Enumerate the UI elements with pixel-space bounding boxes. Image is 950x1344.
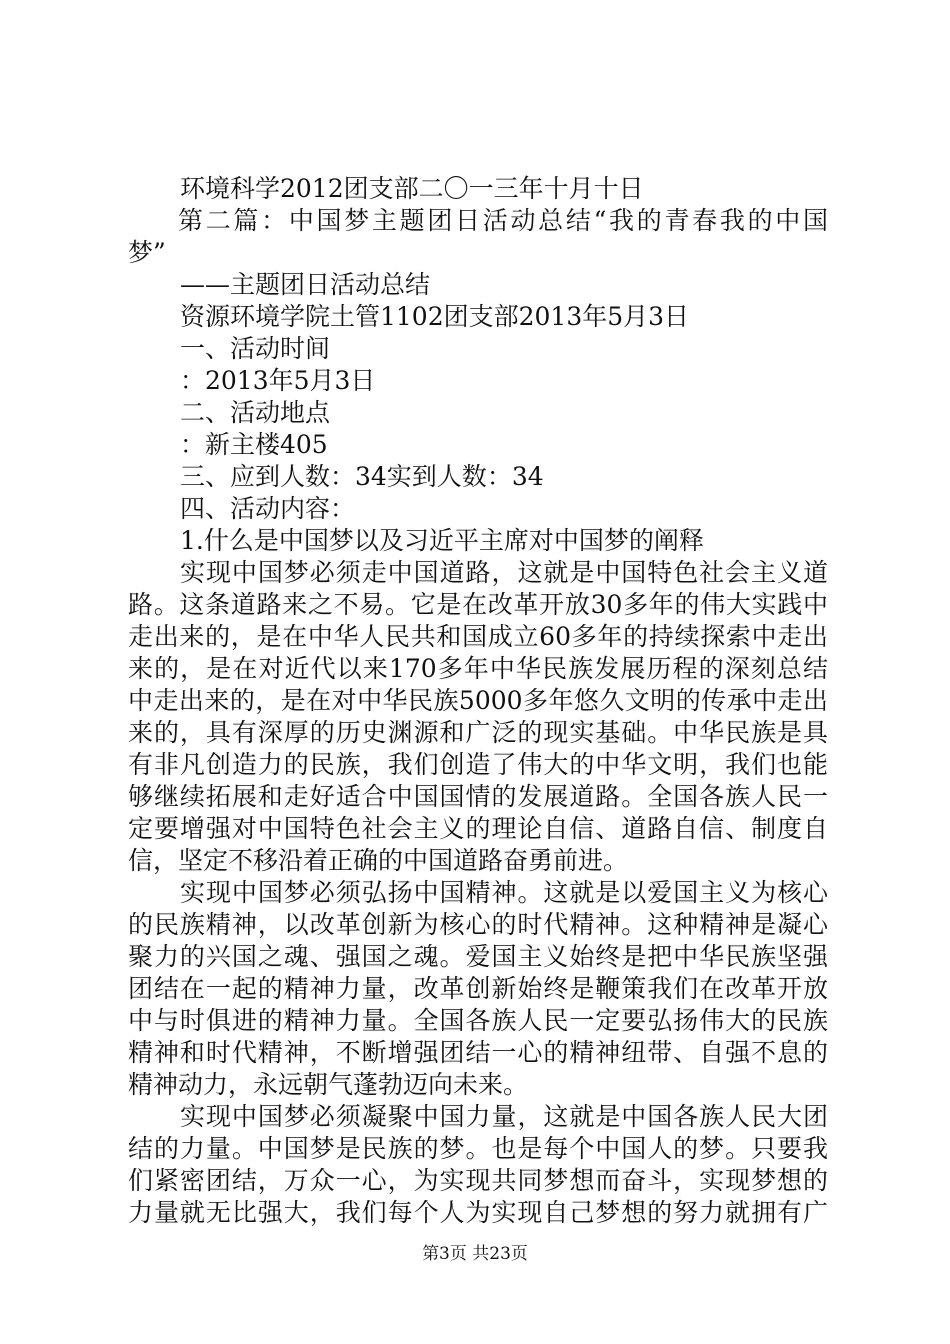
text-line: 信，坚定不移沿着正确的中国道路奋勇前进。 bbox=[128, 846, 629, 875]
text-line: 资源环境学院土管1102团支部2013年5月3日 bbox=[180, 302, 690, 331]
text-line: 的民族精神，以改革创新为核心的时代精神。这种精神是凝心 bbox=[128, 910, 828, 939]
text-line: 第二篇：中国梦主题团日活动总结“我的青春我的中国 bbox=[178, 206, 828, 235]
text-line: 路。这条道路来之不易。它是在改革开放30多年的伟大实践中 bbox=[128, 590, 828, 619]
text-line: ：2013年5月3日 bbox=[180, 366, 376, 395]
text-line: 够继续拓展和走好适合中国国情的发展道路。全国各族人民一 bbox=[128, 782, 828, 811]
text-line: 聚力的兴国之魂、强国之魂。爱国主义始终是把中华民族坚强 bbox=[128, 942, 828, 971]
text-line: 精神动力，永远朝气蓬勃迈向未来。 bbox=[128, 1070, 529, 1099]
text-line: 梦” bbox=[128, 238, 166, 267]
text-line: 们紧密团结，万众一心，为实现共同梦想而奋斗，实现梦想的 bbox=[128, 1166, 828, 1195]
text-line: 走出来的，是在中华人民共和国成立60多年的持续探索中走出 bbox=[128, 622, 828, 651]
page-footer: 第3页 共23页 bbox=[422, 1244, 528, 1264]
text-line: 实现中国梦必须弘扬中国精神。这就是以爱国主义为核心 bbox=[180, 878, 828, 907]
text-line: 实现中国梦必须凝聚中国力量，这就是中国各族人民大团 bbox=[180, 1102, 828, 1131]
text-line: 来的，是在对近代以来170多年中华民族发展历程的深刻总结 bbox=[128, 654, 828, 683]
text-line: 结的力量。中国梦是民族的梦。也是每个中国人的梦。只要我 bbox=[128, 1134, 828, 1163]
text-line: 1.什么是中国梦以及习近平主席对中国梦的阐释 bbox=[180, 526, 704, 555]
text-line: 力量就无比强大，我们每个人为实现自己梦想的努力就拥有广 bbox=[128, 1198, 828, 1227]
text-line: 四、活动内容： bbox=[180, 494, 356, 523]
text-line: ——主题团日活动总结 bbox=[180, 270, 431, 299]
text-line: 一、活动时间 bbox=[180, 334, 331, 363]
text-line: 有非凡创造力的民族，我们创造了伟大的中华文明，我们也能 bbox=[128, 750, 828, 779]
text-line: 团结在一起的精神力量，改革创新始终是鞭策我们在改革开放 bbox=[128, 974, 828, 1003]
text-line: 中与时俱进的精神力量。全国各族人民一定要弘扬伟大的民族 bbox=[128, 1006, 828, 1035]
document-body bbox=[128, 173, 828, 1229]
text-line: 环境科学2012团支部二〇一三年十月十日 bbox=[180, 174, 644, 203]
text-line: 精神和时代精神，不断增强团结一心的精神纽带、自强不息的 bbox=[128, 1038, 828, 1067]
text-line: ：新主楼405 bbox=[180, 430, 328, 459]
text-line: 来的，具有深厚的历史渊源和广泛的现实基础。中华民族是具 bbox=[128, 718, 828, 747]
text-line: 中走出来的，是在对中华民族5000多年悠久文明的传承中走出 bbox=[128, 686, 828, 715]
text-line: 定要增强对中国特色社会主义的理论自信、道路自信、制度自 bbox=[128, 814, 828, 843]
text-line: 三、应到人数：34实到人数：34 bbox=[180, 462, 544, 491]
text-line: 二、活动地点 bbox=[180, 398, 331, 427]
text-line: 实现中国梦必须走中国道路，这就是中国特色社会主义道 bbox=[180, 558, 828, 587]
